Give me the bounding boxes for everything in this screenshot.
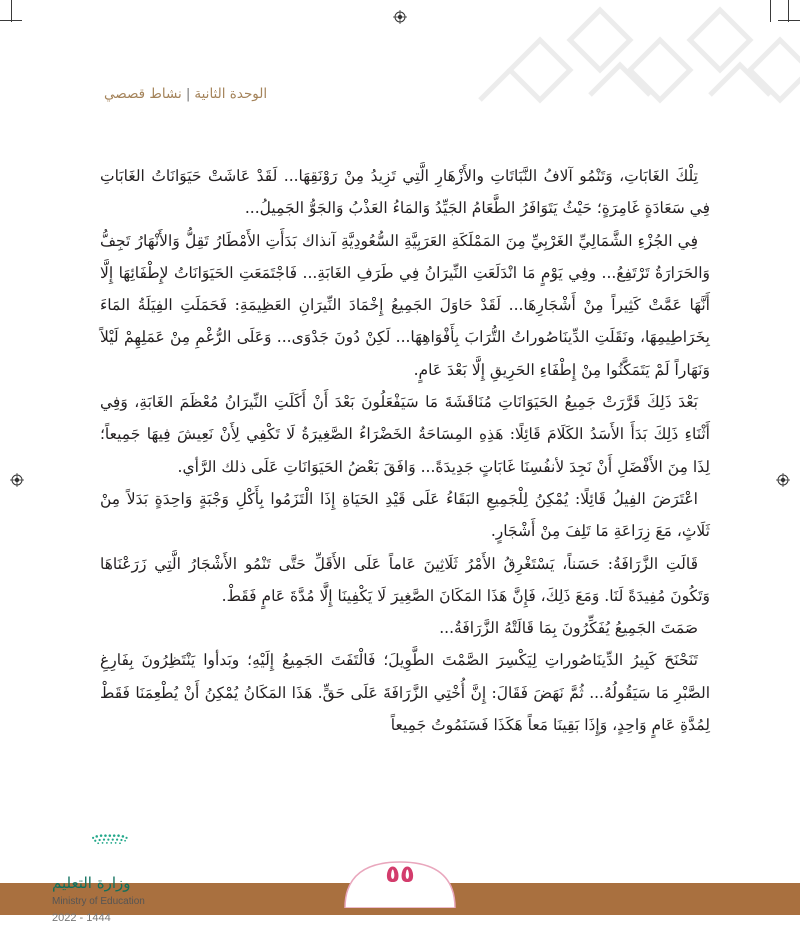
registration-mark-icon bbox=[10, 473, 24, 487]
ministry-name-english: Ministry of Education bbox=[52, 896, 145, 907]
story-text bbox=[100, 160, 710, 741]
footer-bottom bbox=[0, 915, 800, 939]
paragraph: صَمَتَ الجَمِيعُ يُفَكِّرُونَ بِمَا قَالَتْهُ الزَّرَافَةُ... bbox=[439, 619, 698, 638]
paragraph: تَنَحْنَحَ كَبِيرُ الدِّينَاصُوراتِ لِيَكْسِرَ الصَّمْتَ الطَّوِيلَ؛ فَالْتَفَتَ الجَمِيعُ إِلَيْهِ؛ وبَدأوا يَنْتَظِرُونَ بِفَارِغِ الصَّبْرِ مَا سَيَقُولُهُ... ثُمَّ نَهَضَ فَقَالَ: إِنَّ أُخْتِي الزَّرَافَةَ عَلَى حَقٍّ. هَذَا المَكَانُ يُمْكِنُ أَنْ يُطْعِمَنَا فَقَطْ لِمُدَّةِ عَامٍ وَاحِدٍ، وَإِذَا بَقِينَا مَعاً هَكَذَا فَسَنَمُوتُ جَمِيعاً bbox=[100, 651, 710, 735]
page-number: ٥٥ bbox=[385, 860, 415, 888]
ministry-logo-icon bbox=[52, 832, 172, 872]
registration-mark-icon bbox=[393, 10, 407, 24]
paragraph: تِلْكَ الغَابَاتِ، وَتَنْمُو آلافُ النَّبَاتَاتِ والأَزْهَارِ الَّتِي تَزِيدُ مِنْ رَوْنَقِهَا... لَقَدْ عَاشَتْ حَيَوَانَاتُ الغَابَاتِ فِي سَعَادَةٍ غَامِرَةٍ؛ حَيْثُ يَتَوَافَرُ الطَّعَامُ الجَيِّدُ وَالمَاءُ العَذْبُ وَالجَوُّ الجَمِيلُ... bbox=[100, 167, 710, 218]
header-unit: الوحدة الثانية bbox=[194, 86, 268, 102]
paragraph: فِي الجُزْءِ الشَّمَالِيِّ الغَرْبِيِّ مِنَ المَمْلَكَةِ العَرَبِيَّةِ السُّعُودِيَّةِ آنذاك بَدَأَتِ الأَمْطَارُ تَقِلُّ وَالأَنْهَارُ تَجِفُّ وَالحَرَارَةُ تَرْتَفِعُ... وفِي يَوْمٍ مَا انْدَلَعَتِ النِّيرَانُ فِي طَرَفِ الغَابَةِ... فَاجْتَمَعَتِ الحَيَوَانَاتُ لإِطْفَائِهَا إِلَّا أَنَّهَا عَمَّتْ كَثِيراً مِنْ أَشْجَارِهَا... لَقَدْ حَاوَلَ الجَمِيعُ إِخْمَادَ النِّيرَانِ العَظِيمَةِ: فَحَمَلَتِ الفِيَلَةُ المَاءَ بِخَرَاطِيمِهَا، ونَقَلَتِ الدِّينَاصُوراتُ التُّرَابَ بِأَفْوَاهِهَا... لَكِنْ دُونَ جَدْوَى... وَعَلَى الرُّغْمِ مِنْ عَمَلِهِمْ لَيْلاً وَنَهَاراً لَمْ يَتَمَكَّنُوا مِنْ إِطْفَاءِ الحَرِيقِ إِلَّا بَعْدَ عَامٍ. bbox=[100, 231, 710, 379]
paragraph: اعْتَرَضَ الفِيلُ قَائِلًا: يُمْكِنُ لِلْجَمِيعِ البَقَاءُ عَلَى قَيْدِ الحَيَاةِ إِذَا الْتَزَمُوا بِأَكْلِ وَجْبَةٍ وَاحِدَةٍ بَدَلاً مِنْ ثَلَاثٍ، مَعَ زِرَاعَةِ مَا تَلِفَ مِنْ أَشْجَارٍ. bbox=[100, 489, 710, 541]
header-section: نشاط قصصي bbox=[104, 86, 182, 102]
crop-mark bbox=[0, 20, 22, 21]
paragraph: قَالَتِ الزَّرَافَةُ: حَسَناً، يَسْتَغْرِقُ الأَمْرُ ثَلَاثِينَ عَاماً عَلَى الأَقَلِّ حَتَّى تَنْمُو الأَشْجَارُ الَّتِي زَرَعْنَاهَا وَتَكُونَ مُفِيدَةً لَنَا. وَمَعَ ذَلِكَ، فَإِنَّ هَذَا المَكَانَ الصَّغِيرَ لَا يَكْفِينَا إِلَّا مُدَّةَ عَامٍ فَقَطْ. bbox=[100, 554, 710, 605]
ministry-name-arabic: وزارة التعليم bbox=[52, 874, 131, 892]
paragraph: بَعْدَ ذَلِكَ قَرَّرَتْ جَمِيعُ الحَيَوَانَاتِ مُنَاقَشَةَ مَا سَيَفْعَلُونَ بَعْدَ أَنْ أَكَلَتِ النِّيرَانُ مُعْظَمَ الغَابَةِ، وَفِي أَثْنَاءِ ذَلِكَ بَدَأَ الأَسَدُ الكَلَامَ قَائِلًا: هَذِهِ المِسَاحَةُ الخَضْرَاءُ الصَّغِيرَةُ لَا تَكْفِي لِأَنْ نَعِيشَ فِيهَا جَمِيعاً؛ لِذَا مِنَ الأَفْضَلِ أَنْ نَجِدَ لأنفُسِنَا غَابَاتٍ جَدِيدَةً... وَافَقَ بَعْضُ الحَيَوَانَاتِ عَلَى ذلك الرَّأي. bbox=[100, 393, 710, 476]
header-separator: | bbox=[185, 86, 191, 102]
ministry-year: 2022 - 1444 bbox=[52, 912, 111, 924]
crop-mark bbox=[11, 0, 12, 22]
registration-mark-icon bbox=[776, 473, 790, 487]
geometric-pattern-icon bbox=[470, 0, 800, 115]
running-header bbox=[104, 86, 267, 102]
